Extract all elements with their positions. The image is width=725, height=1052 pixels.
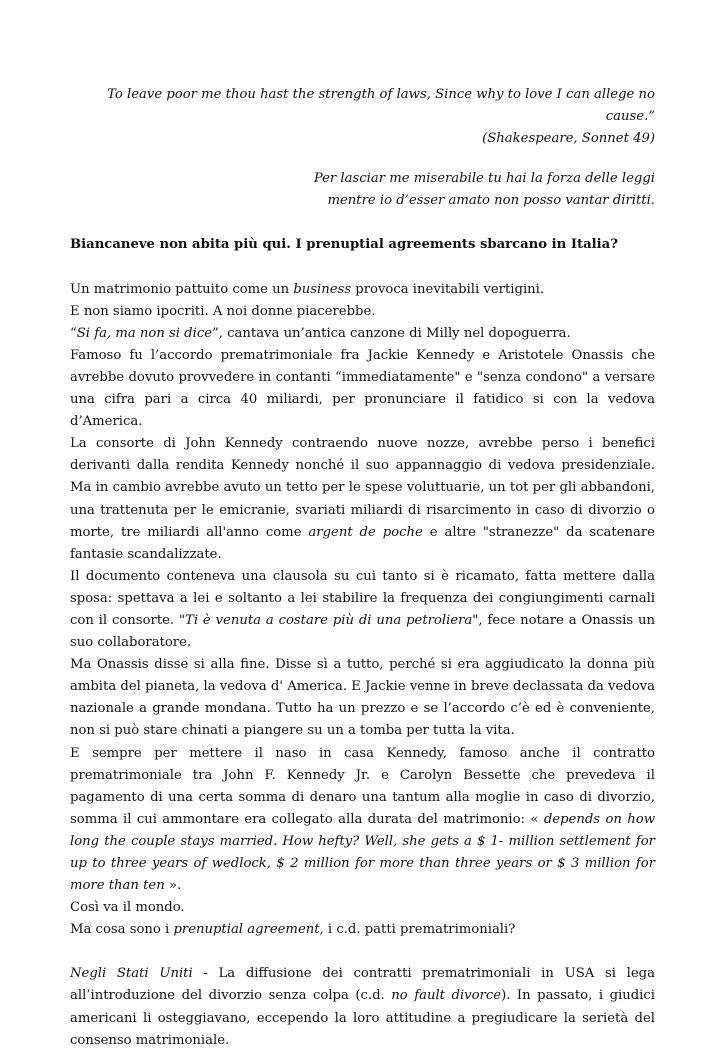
epigraph (70, 84, 655, 212)
text: Ma cosa sono i (70, 922, 174, 938)
text: E sempre per mettere il naso in casa Kennedy, famoso anche il contratto prematrimoniale tra John F. Kennedy Jr. e Carolyn Bessette che prevedeva il pagamento di una certa somma di denaro una tantum alla moglie in caso di divorzio, somma il cui ammontare era collegato alla durata del matrimonio: « (70, 745, 655, 827)
text: La consorte di John Kennedy contraendo nuove nozze, avrebbe perso i benefici derivanti dalla rendita Kennedy nonché il suo appannaggio di vedova presidenziale. Ma in cambio avrebbe avuto un tetto per le spese voluttuarie, un tot per gli abbandoni, una trattenuta per le emicranie, svariati miliardi di risarcimento in caso di divorzio o morte, tre miliardi all'anno come (70, 436, 655, 540)
paragraph-10 (70, 919, 655, 941)
text: i c.d. patti prematrimoniali? (323, 922, 516, 938)
text: “ (70, 325, 77, 341)
text: ). In passato, i giudici americani li osteggiavano, eccependo la loro attitudine a pregiudicare la serietà del consenso matrimoniale. (70, 988, 655, 1048)
text: Un matrimonio pattuito come un (70, 281, 294, 297)
text: ”, cantava un’antica canzone di Milly nel dopoguerra. (212, 325, 571, 341)
paragraph-5 (70, 433, 655, 566)
spacer (70, 941, 655, 963)
paragraph-2: E non siamo ipocriti. A noi donne piacerebbe. (70, 303, 376, 319)
spacer (70, 212, 655, 234)
paragraph-9: Così va il mondo. (70, 900, 185, 916)
italic-text: business (293, 281, 352, 297)
paragraph-3 (70, 323, 655, 345)
epigraph-italian-line-1: Per lasciar me miserabile tu hai la forza delle leggi (313, 171, 655, 187)
paragraph-8 (70, 743, 655, 898)
paragraph-6 (70, 566, 655, 654)
italic-text: no fault divorce (391, 988, 502, 1004)
italic-text: prenuptial agreement, (173, 922, 324, 938)
epigraph-english-source: (Shakespeare, Sonnet 49) (482, 131, 655, 147)
paragraph-11 (70, 963, 655, 1051)
paragraph-1 (70, 279, 655, 301)
italic-text: Si fa, ma non si dice (76, 325, 213, 341)
paragraph-4: Famoso fu l’accordo prematrimoniale fra Jackie Kennedy e Aristotele Onassis che avrebbe dovuto provvedere in contanti “immediatamente" e "senza condono" a versare una cifra pari a circa 40 miliardi, per pronunciare il fatidico si con la vedova d’America. (70, 347, 655, 430)
italic-text: depends on how long the couple stays married. How hefty? Well, she gets a $ 1- million settlement for up to three years of wedlock, $ 2 million for more than three years or $ 3 million for more than ten (70, 811, 656, 894)
italic-text: Negli Stati Uniti (70, 966, 193, 982)
spacer (70, 150, 655, 168)
text: ", fece notare a Onassis un suo collaboratore. (70, 612, 655, 651)
text: Il documento conteneva una clausola su cui tanto si è ricamato, fatta mettere dalla sposa: spettava a lei e soltanto a lei stabilire la frequenza dei congiungimenti carnali con il consorte. " (70, 568, 655, 628)
text: - La diffusione dei contratti prematrimoniali in USA si lega all’introduzione del divorzio senza colpa (c.d. (70, 966, 655, 1004)
spacer (70, 257, 655, 279)
epigraph-english-quote: To leave poor me thou hast the strength of laws, Since why to love I can allege no cause.” (107, 87, 655, 125)
epigraph-italian-line-2: mentre io d’esser amato non posso vantar diritti. (327, 193, 655, 209)
text: e altre "stranezze" da scatenare fantasie scandalizzate. (70, 524, 655, 562)
article-title: Biancaneve non abita più qui. I prenuptial agreements sbarcano in Italia? (70, 237, 618, 253)
italic-text: Ti è venuta a costare più di una petroliera (185, 612, 473, 628)
paragraph-7: Ma Onassis disse si alla fine. Disse sì a tutto, perché si era aggiudicato la donna più ambita del pianeta, la vedova d' America. E Jackie venne in breve declassata da vedova nazionale a grande mondana. Tutto ha un prezzo e se l’accordo c’è ed è conveniente, non si può stare chinati a piangere su un a tomba per tutta la vita. (70, 657, 655, 739)
text: ». (164, 878, 182, 894)
article-body (70, 279, 655, 1052)
text: provoca inevitabili vertigini. (351, 281, 545, 297)
italic-text: argent de poche (308, 524, 423, 540)
